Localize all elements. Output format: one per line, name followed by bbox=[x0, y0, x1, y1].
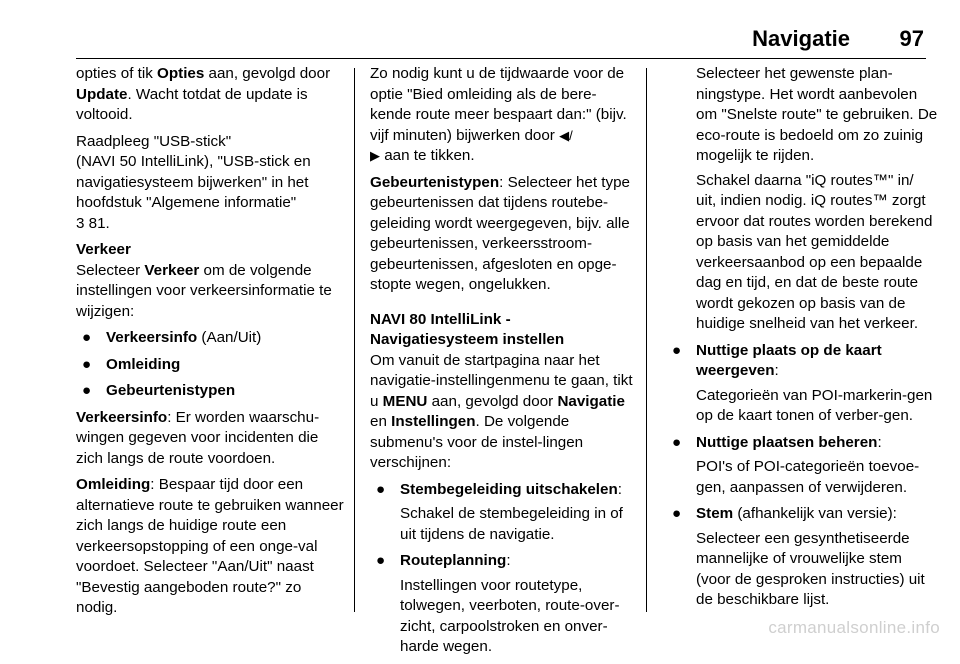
bullet-routeplanning: ● Routeplanning: Instellingen voor routetype, tolwegen, veerboten, route-over-zicht, carpoolstroken en onver-harde wegen. bbox=[376, 552, 620, 655]
page-number: 97 bbox=[899, 26, 924, 51]
bullet-verkeersinfo: ● Verkeersinfo (Aan/Uit) bbox=[76, 328, 344, 349]
column-1 bbox=[76, 64, 344, 625]
heading-navi80: NAVI 80 IntelliLink - Navigatiesysteem instellen bbox=[370, 310, 565, 348]
bullet-dot: ● bbox=[82, 355, 92, 373]
bullet-dot: ● bbox=[672, 505, 682, 522]
heading-verkeer: Verkeer bbox=[76, 241, 131, 258]
column-divider-1 bbox=[354, 68, 355, 612]
bullet-gebeurtenistypen: ● Gebeurtenistypen bbox=[76, 381, 344, 402]
bullet-stem: ● Stem (afhankelijk van versie): Selecteer een gesynthetiseerde mannelijke of vrouwelijke stem (voor de gesproken instructies) uit de beschikbare lijst. bbox=[672, 505, 925, 608]
paragraph-update: opties of tik Opties aan, gevolgd door Update. Wacht totdat de update is voltooid. bbox=[76, 65, 331, 123]
bullet-nuttige-plaatsen-beheren: ● Nuttige plaatsen beheren: POI's of POI-categorieën toevoe-gen, aanpassen of verwijderen. bbox=[672, 433, 920, 496]
paragraph-usb-reference: Raadpleeg "USB-stick" (NAVI 50 IntelliLink), "USB-stick en navigatiesysteem bijwerken" in het hoofdstuk "Algemene informatie" 3 81. bbox=[76, 132, 311, 232]
bullet-dot: ● bbox=[376, 552, 386, 569]
column-2 bbox=[370, 64, 636, 664]
paragraph-omleiding: Omleiding: Bespaar tijd door een alternatieve route te gebruiken wanneer zich langs de huidige route een verkeersopstopping of een onge-val voordoet. Selecteer "Aan/Uit" naast "Bevestig aangeboden route?" zo nodig. bbox=[76, 476, 344, 616]
bullet-dot: ● bbox=[672, 433, 682, 451]
page-header bbox=[0, 0, 960, 60]
section-title: Navigatie bbox=[752, 26, 850, 51]
routeplanning-continued: Selecteer het gewenste plan-ningstype. Het wordt aanbevolen om "Snelste route" te gebruiken. De eco-route is bedoeld om zo zuinig mogelijk te rijden. Schakel daarna "iQ routes™" in/ uit, indien nodig. iQ routes™ zorgt ervoor dat routes worden berekend op basis van het gemiddelde verkeersaanbod op een bepaalde dag en tijd, en dat de beste route wordt gekozen op basis van de huidige snelheid van het verkeer. bbox=[696, 65, 938, 332]
arrow-left-icon: ◀/ bbox=[559, 127, 573, 143]
bullet-dot: ● bbox=[82, 382, 92, 399]
arrow-right-icon: ▶ bbox=[370, 148, 380, 163]
bullet-dot: ● bbox=[672, 341, 682, 359]
bullet-dot: ● bbox=[82, 329, 92, 346]
header-rule bbox=[76, 58, 926, 59]
paragraph-verkeersinfo: Verkeersinfo: Er worden waarschu-wingen gegeven voor incidenten die zich langs de route voordoen. bbox=[76, 408, 320, 467]
column-divider-2 bbox=[646, 68, 647, 612]
page-reference[interactable]: 3 81. bbox=[76, 214, 110, 232]
bullet-dot: ● bbox=[376, 480, 386, 498]
bullet-stembegeleiding: ● Stembegeleiding uitschakelen: Schakel de stembegeleiding in of uit tijdens de navigatie. bbox=[376, 480, 623, 543]
paragraph-omleiding-time: Zo nodig kunt u de tijdwaarde voor de optie "Bied omleiding als de bere-kende route meer bespaart dan:" (bijv. vijf minuten) bijwerken door ◀/ ▶ aan te tikken. bbox=[370, 65, 627, 164]
paragraph-navi80-intro: Om vanuit de startpagina naar het navigatie-instellingenmenu te gaan, tikt u MENU aan, gevolgd door Navigatie en Instellingen. De volgende submenu's voor de instel-lingen verschijnen: bbox=[370, 351, 633, 471]
column-3 bbox=[666, 64, 938, 617]
bullet-omleiding: ● Omleiding bbox=[76, 355, 344, 376]
paragraph-verkeer: Selecteer Verkeer om de volgende instellingen voor verkeersinformatie te wijzigen: bbox=[76, 261, 332, 320]
watermark: carmanualsonline.info bbox=[768, 618, 940, 637]
bullet-nuttige-plaats-weergeven: ● Nuttige plaats op de kaart weergeven: Categorieën van POI-markerin-gen op de kaart tonen of verber-gen. bbox=[672, 341, 933, 424]
paragraph-gebeurtenistypen: Gebeurtenistypen: Selecteer het type gebeurtenissen dat tijdens routebe-geleiding wordt weergegeven, bijv. alle gebeurtenissen, verkeersstroom-gebeurtenissen, afgesloten en opge-stopte wegen, ongelukken. bbox=[370, 173, 630, 293]
